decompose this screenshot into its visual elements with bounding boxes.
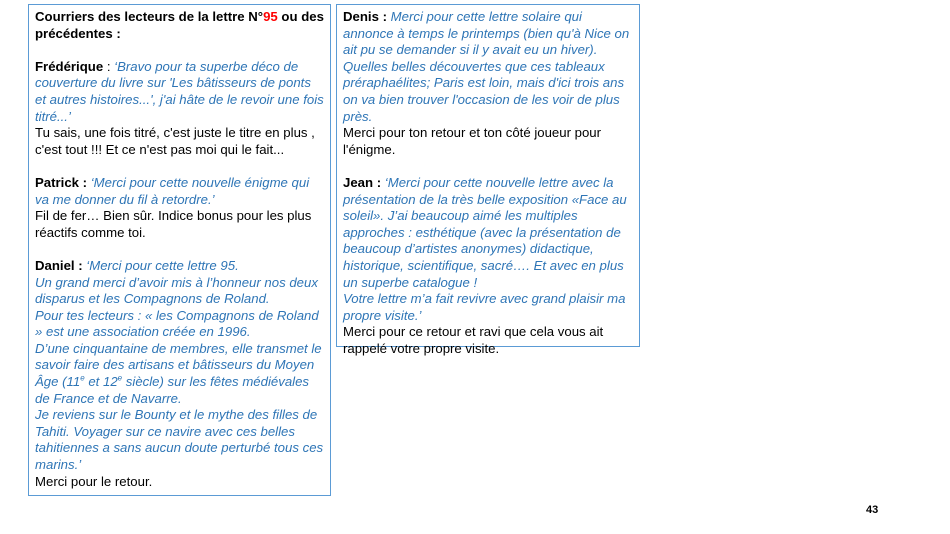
author-reply: Merci pour le retour.: [35, 473, 153, 489]
reader-quote: Je reviens sur le Bounty et le mythe des filles de Tahiti. Voyager sur ce navire avec ces belles tahitiennes a sans aucun doute perturbé tous ces marins.’: [35, 407, 324, 473]
reader-quote: Un grand merci d’avoir mis à l’honneur nos deux disparus et les Compagnons de Roland.: [35, 274, 318, 307]
reader-quote: Merci pour cette lettre solaire qui annonce à temps le printemps (bien qu'à Nice on ait pu se demander si il y avait eu un hiver).: [343, 9, 630, 58]
author-reply: Tu sais, une fois titré, c'est juste le titre en plus , c'est tout !!! Et ce n'est pas moi qui le fait...: [35, 125, 315, 157]
reader-name: Jean :: [343, 174, 382, 190]
reader-name: Daniel :: [35, 257, 83, 273]
letters-column-left: [28, 4, 331, 496]
letter-jean: [343, 175, 633, 358]
slide-number: 43: [866, 504, 879, 516]
reader-quote: Quelles belles découvertes que ces tableaux préraphaélites; Paris est loin, mais d'ici trois ans on va bien trouver l'occasion de les voir de plus près.: [343, 58, 625, 124]
letters-column-right: [336, 4, 640, 356]
letter-patrick: [35, 175, 324, 241]
section-title: Courriers des lecteurs de la lettre N°95 ou des précédentes :: [35, 9, 324, 41]
author-reply: Merci pour ton retour et ton côté joueur pour l'énigme.: [343, 125, 602, 157]
letter-number: 95: [263, 9, 278, 24]
reader-name: Frédérique: [35, 58, 104, 74]
reader-quote: ‘Merci pour cette nouvelle énigme qui va me donner du fil à retordre.’: [35, 174, 310, 207]
reader-quote: Pour tes lecteurs : « les Compagnons de Roland » est une association créée en 1996.: [35, 307, 319, 340]
reader-quote: D’une cinquantaine de membres, elle transmet le savoir faire des artisans et bâtisseurs du Moyen Âge (11e et 12e siècle) sur les fêtes médiévales de France et de Navarre.: [35, 340, 322, 406]
letter-daniel: [35, 258, 324, 490]
letter-frederique: Frédérique : ‘Bravo pour ta superbe déco de couverture du livre sur 'Les bâtisseurs de ponts et autres histoires...', j'ai hâte de le revoir une fois titré...’ Tu sais, une fois titré, c'est juste le titre en plus , c'est tout !!! Et ce n'est pas moi qui le fait...: [35, 58, 324, 157]
reader-quote: ‘Bravo pour ta superbe déco de couverture du livre sur 'Les bâtisseurs de ponts et autres histoires...', j'ai hâte de le revoir une fois titré...’: [35, 58, 324, 124]
letter-denis: [343, 9, 633, 158]
reader-name: Denis :: [343, 9, 387, 24]
reader-quote: ‘Merci pour cette nouvelle lettre avec la présentation de la très belle exposition «Face au soleil». J’ai beaucoup aimé les multiples approches : esthétique (avec la présentation de beaucoup d’artistes anonymes) didactique, historique, scientifique, sacré…. Et avec en plus un superbe catalogue !: [343, 174, 627, 290]
reader-quote: Votre lettre m’a fait revivre avec grand plaisir ma propre visite.’: [343, 291, 626, 323]
author-reply: Merci pour ce retour et ravi que cela vous ait rappelé votre propre visite.: [343, 324, 604, 356]
reader-quote: ‘Merci pour cette lettre 95.: [82, 257, 239, 273]
reader-name: Patrick :: [35, 174, 88, 190]
author-reply: Fil de fer… Bien sûr. Indice bonus pour les plus réactifs comme toi.: [35, 208, 312, 240]
